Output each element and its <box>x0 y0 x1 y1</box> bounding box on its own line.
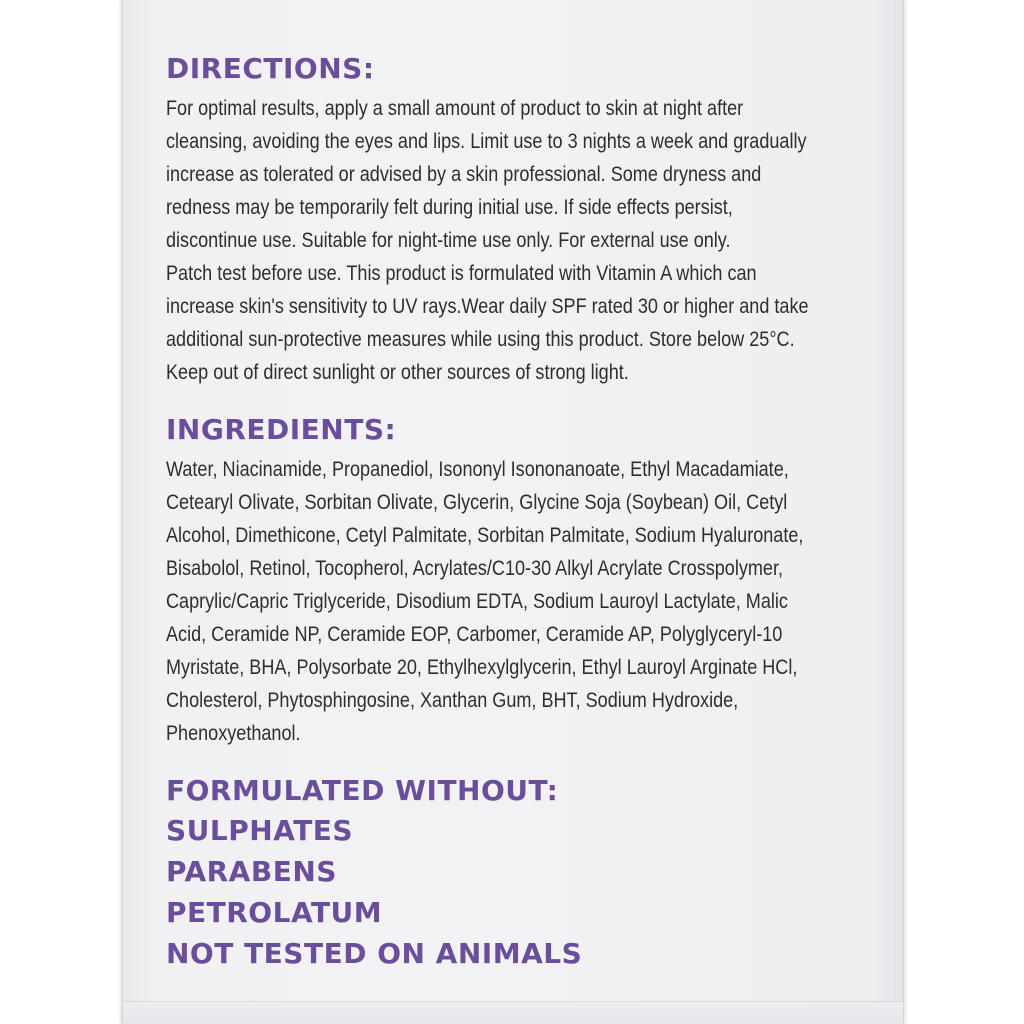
label-content <box>166 50 866 996</box>
ingredients-text <box>166 453 863 750</box>
directions-line: redness may be temporarily felt during initial use. If side effects persist, <box>166 196 733 219</box>
ingredients-line: Cholesterol, Phytosphingosine, Xanthan Gum, BHT, Sodium Hydroxide, <box>166 689 739 712</box>
formulated-without-heading: FORMULATED WITHOUT: <box>166 774 559 807</box>
ingredients-line: Alcohol, Dimethicone, Cetyl Palmitate, Sorbitan Palmitate, Sodium Hyaluronate, <box>166 524 804 547</box>
box-bottom-edge <box>123 1001 903 1024</box>
ingredients-section <box>166 411 866 750</box>
directions-line: cleansing, avoiding the eyes and lips. Limit use to 3 nights a week and gradually <box>166 130 807 153</box>
directions-line: Keep out of direct sunlight or other sources of strong light. <box>166 361 629 384</box>
directions-line: increase as tolerated or advised by a skin professional. Some dryness and <box>166 163 762 186</box>
directions-section <box>166 50 866 389</box>
ingredients-line: Acid, Ceramide NP, Ceramide EOP, Carbomer, Ceramide AP, Polyglyceryl-10 <box>166 623 783 646</box>
ingredients-line: Caprylic/Capric Triglyceride, Disodium EDTA, Sodium Lauroyl Lactylate, Malic <box>166 590 788 613</box>
directions-line: discontinue use. Suitable for night-time use only. For external use only. <box>166 229 731 252</box>
ingredients-line: Myristate, BHA, Polysorbate 20, Ethylhexylglycerin, Ethyl Lauroyl Arginate HCl, <box>166 656 798 679</box>
without-item: NOT TESTED ON ANIMALS <box>166 937 583 970</box>
ingredients-line: Cetearyl Olivate, Sorbitan Olivate, Glycerin, Glycine Soja (Soybean) Oil, Cetyl <box>166 491 788 514</box>
ingredients-heading: INGREDIENTS: <box>166 413 397 446</box>
ingredients-line: Water, Niacinamide, Propanediol, Isononyl Isononanoate, Ethyl Macadamiate, <box>166 458 789 481</box>
formulated-without-section <box>166 772 866 974</box>
directions-line: For optimal results, apply a small amount of product to skin at night after <box>166 97 744 120</box>
formulated-without-list <box>166 810 866 974</box>
directions-line: additional sun-protective measures while using this product. Store below 25°C. <box>166 328 795 351</box>
without-item: SULPHATES <box>166 814 354 847</box>
ingredients-line: Bisabolol, Retinol, Tocopherol, Acrylates/C10-30 Alkyl Acrylate Crosspolymer, <box>166 557 784 580</box>
without-item: PARABENS <box>166 855 337 888</box>
directions-line: increase skin's sensitivity to UV rays.Wear daily SPF rated 30 or higher and take <box>166 295 809 318</box>
ingredients-line: Phenoxyethanol. <box>166 722 301 745</box>
directions-line: Patch test before use. This product is formulated with Vitamin A which can <box>166 262 757 285</box>
without-item: PETROLATUM <box>166 896 383 929</box>
directions-heading: DIRECTIONS: <box>166 52 375 85</box>
directions-text <box>166 92 863 389</box>
